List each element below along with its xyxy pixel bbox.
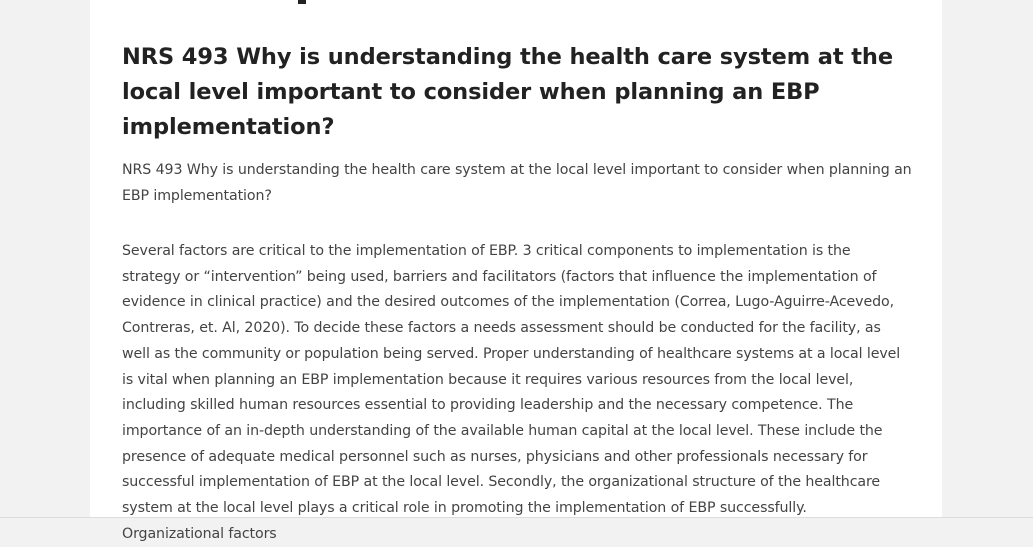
- article-body-paragraph: Several factors are critical to the implementation of EBP. 3 critical components to implementation is the strategy or “intervention” being used, barriers and facilitators (factors that influence the implementation of evidence in clinical practice) and the desired outcomes of the implementation (Correa, Lugo-Aguirre-Acevedo, Contreras, et. Al, 2020). To decide these factors a needs assessment should be conducted for the facility, as well as the community or population being served. Proper understanding of healthcare systems at a local level is vital when planning an EBP implementation because it requires various resources from the local level, including skilled human resources essential to providing leadership and the necessary competence. The importance of an in-depth understanding of the available human capital at the local level. These include the presence of adequate medical personnel such as nurses, physicians and other professionals necessary for successful implementation of EBP at the local level. Secondly, the organizational structure of the healthcare system at the local level plays a critical role in promoting the implementation of EBP successfully. Organizational factors: [122, 243, 901, 542]
- article-card: [90, 0, 942, 542]
- bottom-divider: [0, 517, 1033, 518]
- article-subtitle: NRS 493 Why is understanding the health care system at the local level important to consider when planning an EBP implementation?: [122, 162, 912, 204]
- cropped-heading-fragment: [298, 0, 306, 4]
- article-title: NRS 493 Why is understanding the health care system at the local level important to consider when planning an EBP implementation?: [122, 44, 893, 140]
- article-content: [122, 40, 912, 547]
